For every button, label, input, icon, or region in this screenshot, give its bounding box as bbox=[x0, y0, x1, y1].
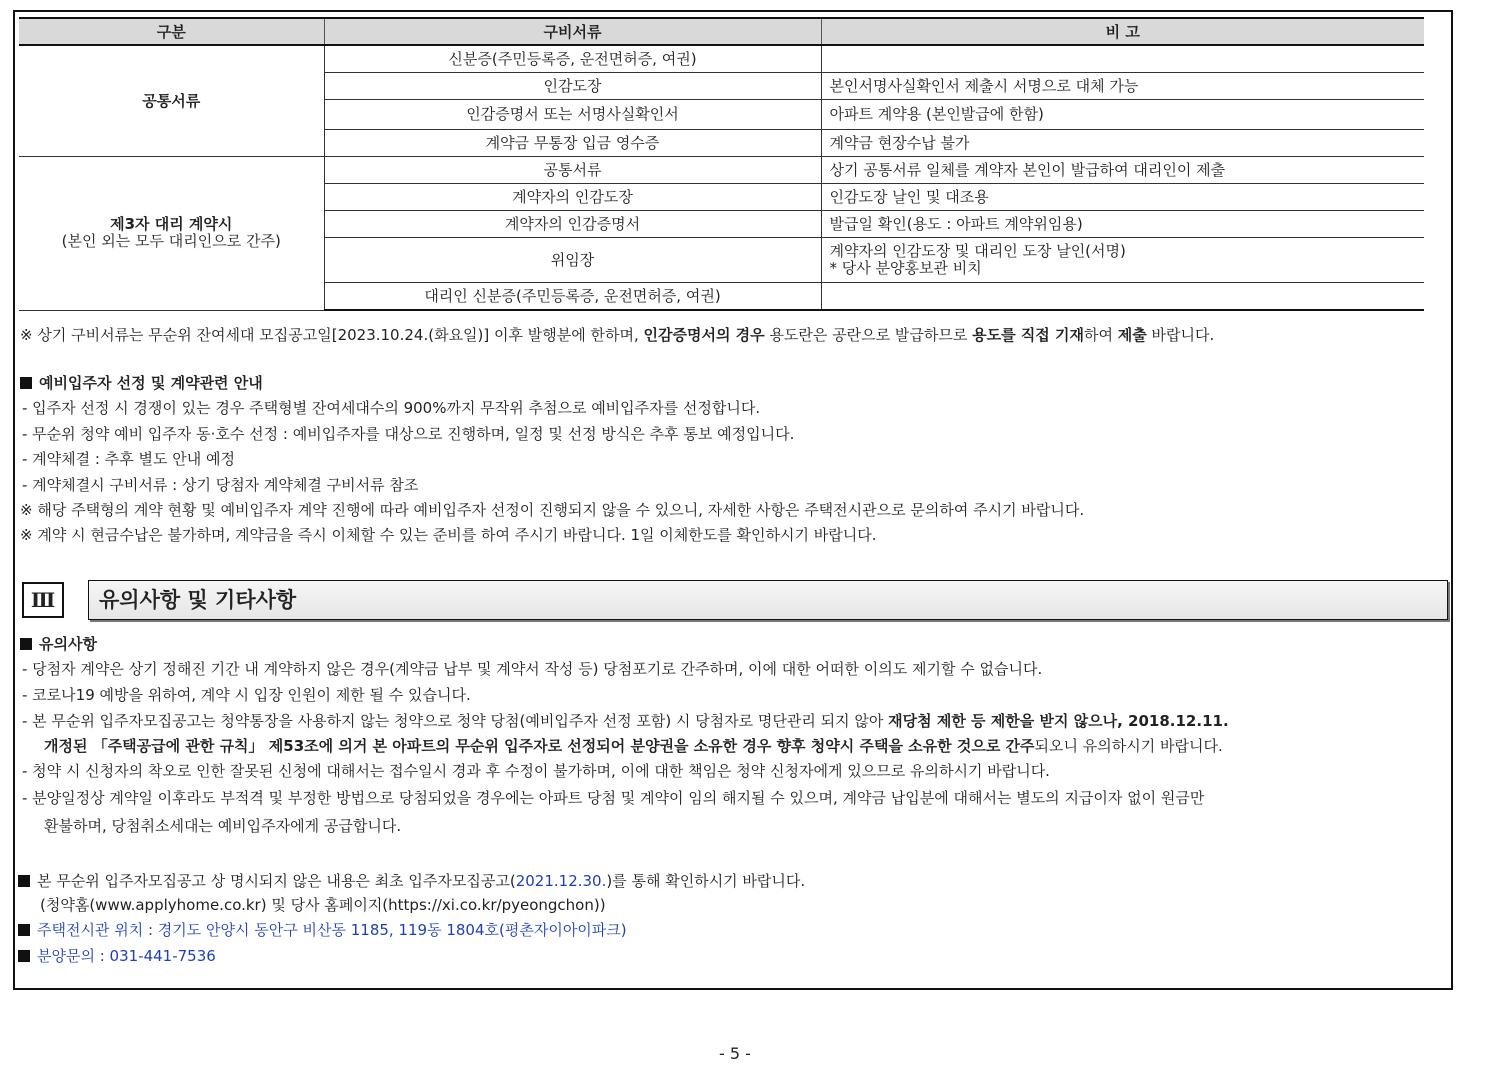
doc-cell: 신분증(주민등록증, 운전면허증, 여권) bbox=[324, 45, 821, 73]
list-item: - 무순위 청약 예비 입주자 동·호수 선정 : 예비입주자를 대상으로 진행하며, 일정 및 선정 방식은 추후 통보 예정입니다. bbox=[22, 425, 795, 443]
header-documents: 구비서류 bbox=[324, 18, 821, 45]
note-cell: 인감도장 날인 및 대조용 bbox=[821, 184, 1424, 211]
doc-cell: 인감도장 bbox=[324, 73, 821, 100]
square-bullet-icon bbox=[18, 924, 30, 936]
doc-cell: 계약금 무통장 입금 영수증 bbox=[324, 130, 821, 157]
list-item: ※ 해당 주택형의 계약 현황 및 예비입주자 계약 진행에 따라 예비입주자 선정이 진행되지 않을 수 있으니, 자세한 사항은 주택전시관으로 문의하여 주시기 바랍니다. bbox=[20, 501, 1085, 519]
sales-inquiry: 분양문의 : 031-441-7536 bbox=[18, 945, 216, 966]
doc-cell: 대리인 신분증(주민등록증, 운전면허증, 여권) bbox=[324, 283, 821, 311]
list-item: - 당첨자 계약은 상기 정해진 기간 내 계약하지 않은 경우(계약금 납부 및 계약서 작성 등) 당첨포기로 간주하며, 이에 대한 어떠한 이의도 제기할 수 없습니다. bbox=[22, 660, 1043, 678]
list-item: - 코로나19 예방을 위하여, 계약 시 입장 인원이 제한 될 수 있습니다. bbox=[22, 686, 471, 704]
square-bullet-icon bbox=[18, 950, 30, 962]
note-cell: 본인서명사실확인서 제출시 서명으로 대체 가능 bbox=[821, 73, 1424, 100]
proxy-label: 제3자 대리 계약시 bbox=[110, 215, 233, 234]
notice-line: 본 무순위 입주자모집공고 상 명시되지 않은 내용은 최초 입주자모집공고(2021.12.30.)를 통해 확인하시기 바랍니다. bbox=[18, 870, 805, 891]
list-item: - 입주자 선정 시 경쟁이 있는 경우 주택형별 잔여세대수의 900%까지 무작위 추첨으로 예비입주자를 선정합니다. bbox=[22, 399, 761, 417]
note-cell: 계약금 현장수납 불가 bbox=[821, 130, 1424, 157]
note-cell bbox=[821, 283, 1424, 311]
note-cell: 아파트 계약용 (본인발급에 한함) bbox=[821, 100, 1424, 130]
doc-cell: 계약자의 인감도장 bbox=[324, 184, 821, 211]
section-number: Ⅲ bbox=[22, 582, 64, 618]
doc-cell: 계약자의 인감증명서 bbox=[324, 211, 821, 238]
list-item: - 계약체결시 구비서류 : 상기 당첨자 계약체결 구비서류 참조 bbox=[22, 476, 419, 494]
note-cell bbox=[821, 45, 1424, 73]
list-item: - 계약체결 : 추후 별도 안내 예정 bbox=[22, 450, 235, 468]
proxy-sublabel: (본인 외는 모두 대리인으로 간주) bbox=[61, 232, 281, 251]
reserve-heading: 예비입주자 선정 및 계약관련 안내 bbox=[20, 372, 263, 393]
note-cell: 상기 공통서류 일체를 계약자 본인이 발급하여 대리인이 제출 bbox=[821, 157, 1424, 184]
notice-links: (청약홈(www.applyhome.co.kr) 및 당사 홈페이지(https://xi.co.kr/pyeongchon)) bbox=[40, 896, 606, 914]
list-item: ※ 계약 시 현금수납은 불가하며, 계약금을 즉시 이체할 수 있는 준비를 하여 주시기 바랍니다. 1일 이체한도를 확인하시기 바랍니다. bbox=[20, 526, 877, 544]
list-item-continued: 환불하며, 당첨취소세대는 예비입주자에게 공급합니다. bbox=[44, 817, 402, 835]
header-category: 구분 bbox=[19, 18, 324, 45]
caution-heading: 유의사항 bbox=[20, 633, 97, 654]
list-item: - 청약 시 신청자의 착오로 인한 잘못된 신청에 대해서는 접수일시 경과 후 수정이 불가하며, 이에 대한 책임은 청약 신청자에게 있으므로 유의하시기 바랍니다. bbox=[22, 762, 1050, 780]
square-bullet-icon bbox=[20, 638, 32, 650]
showroom-location: 주택전시관 위치 : 경기도 안양시 동안구 비산동 1185, 119동 1804호(평촌자이아이파크) bbox=[18, 919, 627, 940]
note-cell: 계약자의 인감도장 및 대리인 도장 날인(서명) * 당사 분양홍보관 비치 bbox=[821, 238, 1424, 283]
list-item: - 분양일정상 계약일 이후라도 부적격 및 부정한 방법으로 당첨되었을 경우에는 아파트 당첨 및 계약이 임의 해지될 수 있으며, 계약금 납입분에 대해서는 별도의 지급이자 없이 원금만 bbox=[22, 789, 1205, 807]
section-title: 유의사항 및 기타사항 bbox=[88, 580, 1448, 620]
doc-cell: 위임장 bbox=[324, 238, 821, 283]
required-documents-table bbox=[19, 17, 1424, 311]
square-bullet-icon bbox=[20, 377, 32, 389]
table-row bbox=[19, 157, 1424, 184]
table-row bbox=[19, 45, 1424, 73]
category-proxy bbox=[19, 157, 324, 311]
doc-cell: 인감증명서 또는 서명사실확인서 bbox=[324, 100, 821, 130]
category-common: 공통서류 bbox=[19, 45, 324, 157]
list-item-continued: 개정된 「주택공급에 관한 규칙」 제53조에 의거 본 아파트의 무순위 입주자로 선정되어 분양권을 소유한 경우 향후 청약시 주택을 소유한 것으로 간주되오니 유의하시기 바랍니다. bbox=[44, 737, 1223, 755]
doc-cell: 공통서류 bbox=[324, 157, 821, 184]
note-cell: 발급일 확인(용도 : 아파트 계약위임용) bbox=[821, 211, 1424, 238]
table-footnote: ※ 상기 구비서류는 무순위 잔여세대 모집공고일[2023.10.24.(화요일)] 이후 발행분에 한하며, 인감증명서의 경우 용도란은 공란으로 발급하므로 용도를 직접 기재하여 제출 바랍니다. bbox=[20, 326, 1215, 344]
list-item: - 본 무순위 입주자모집공고는 청약통장을 사용하지 않는 청약으로 청약 당첨(예비입주자 선정 포함) 시 당첨자로 명단관리 되지 않아 재당첨 제한 등 제한을 받지 않으나, 2018.12.11. bbox=[22, 712, 1229, 730]
header-remarks: 비 고 bbox=[821, 18, 1424, 45]
page-number: - 5 - bbox=[719, 1044, 751, 1063]
square-bullet-icon bbox=[18, 875, 30, 887]
